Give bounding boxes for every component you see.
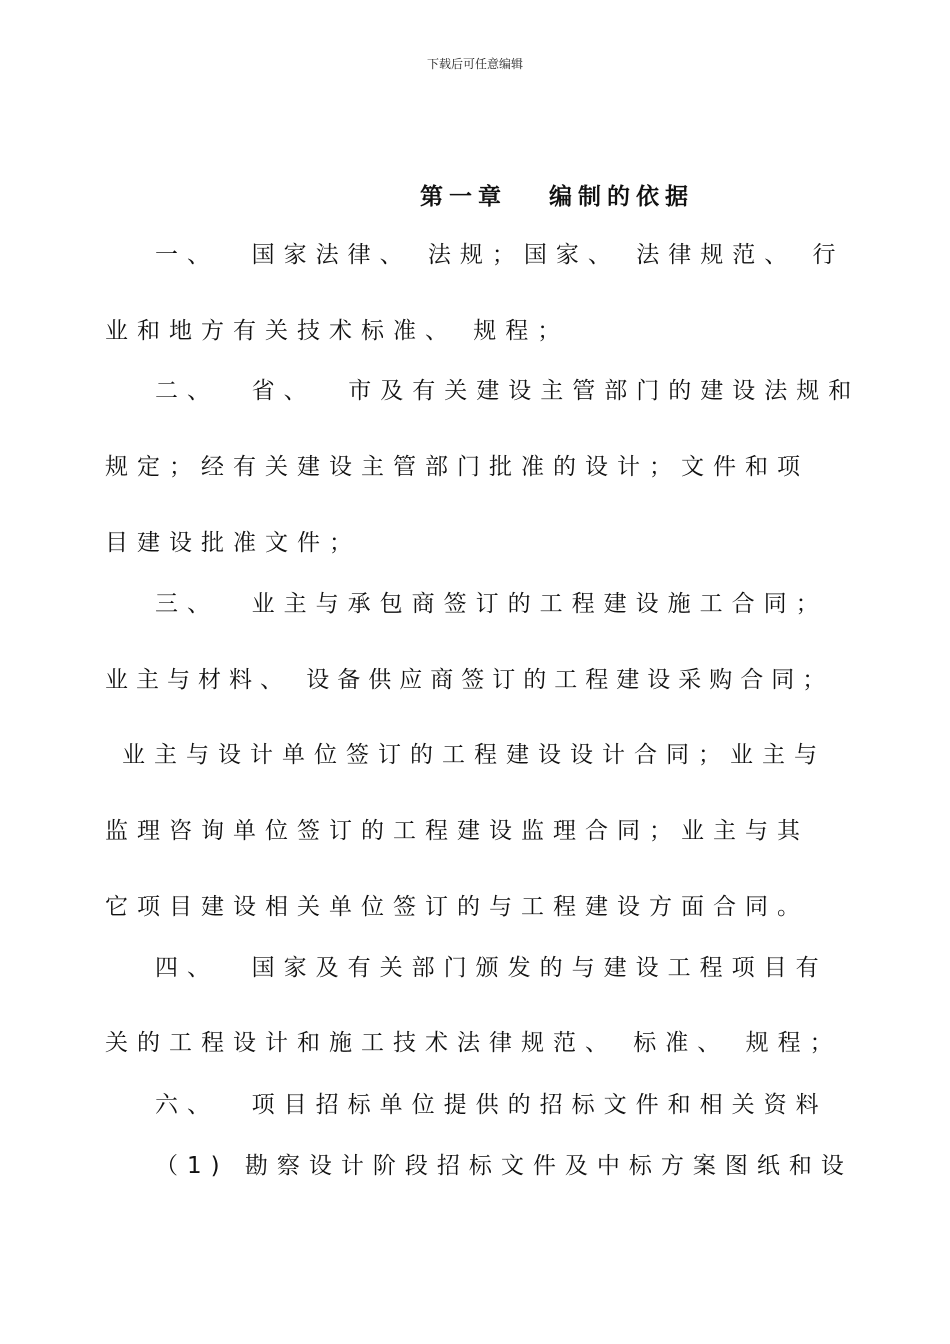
page-header: 下载后可任意编辑 <box>426 57 523 71</box>
body-line: 四、 国家及有关部门颁发的与建设工程项目有 <box>155 955 828 981</box>
body-line: 规定；经有关建设主管部门批准的设计；文件和项 <box>105 454 809 480</box>
body-line: 三、 业主与承包商签订的工程建设施工合同； <box>155 591 828 617</box>
body-line: 一、 国家法律、 法规；国家、 法律规范、 行 <box>155 242 845 268</box>
body-line: （1) 勘察设计阶段招标文件及中标方案图纸和设 <box>155 1153 853 1179</box>
body-line: 监理咨询单位签订的工程建设监理合同；业主与其 <box>105 818 809 844</box>
body-line: 二、 省、 市及有关建设主管部门的建设法规和 <box>155 378 861 404</box>
body-line: 六、 项目招标单位提供的招标文件和相关资料 <box>155 1092 828 1118</box>
body-line: 关的工程设计和施工技术法律规范、 标准、 规程； <box>105 1030 842 1056</box>
body-line: 业主与材料、 设备供应商签订的工程建设采购合同； <box>105 667 834 693</box>
body-line: 业主与设计单位签订的工程建设设计合同；业主与 <box>122 742 826 768</box>
body-line: 它项目建设相关单位签订的与工程建设方面合同。 <box>105 894 809 920</box>
body-line: 目建设批准文件； <box>105 530 361 556</box>
body-line: 业和地方有关技术标准、 规程； <box>105 318 570 344</box>
chapter-title: 第一章 编制的依据 <box>420 184 695 210</box>
